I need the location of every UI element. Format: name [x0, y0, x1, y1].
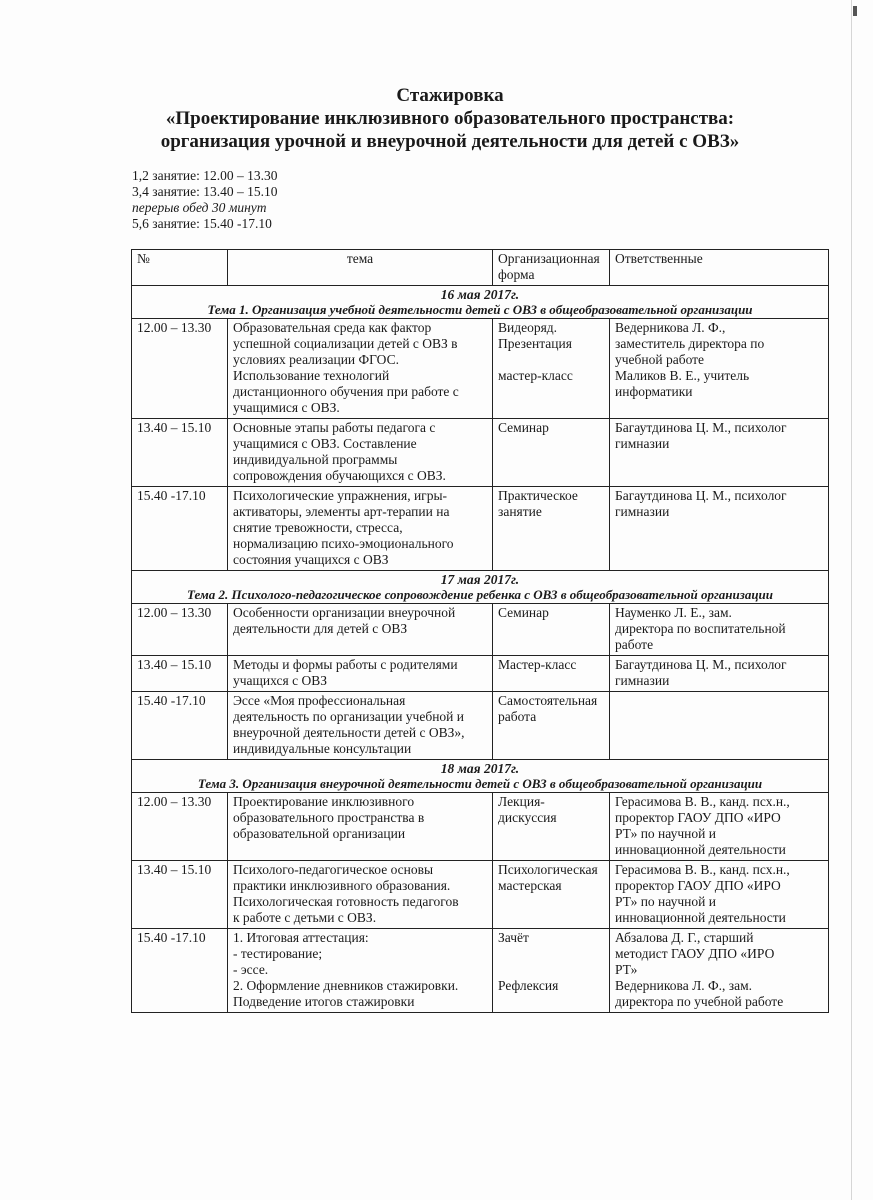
- session-time: 13.40 – 15.10: [132, 861, 228, 929]
- session-topic-line: практики инклюзивного образования.: [233, 878, 451, 893]
- session-topic: [228, 656, 493, 692]
- session-topic-line: - тестирование;: [233, 946, 323, 961]
- table-row: [132, 861, 829, 929]
- session-topic: [228, 793, 493, 861]
- session-responsible-line: методист ГАОУ ДПО «ИРО: [615, 946, 775, 961]
- session-form: [493, 604, 610, 656]
- header-responsible: Ответственные: [610, 250, 829, 286]
- session-responsible-line: Абзалова Д. Г., старший: [615, 930, 754, 945]
- session-form: [493, 861, 610, 929]
- session-responsible: [610, 656, 829, 692]
- session-responsible-line: Багаутдинова Ц. М., психолог: [615, 488, 787, 503]
- session-responsible-line: РТ» по научной и: [615, 826, 716, 841]
- session-form-line: [498, 962, 604, 978]
- session-topic-line: к работе с детьми с ОВЗ.: [233, 910, 377, 925]
- day-date: 16 мая 2017г.: [440, 287, 520, 302]
- session-time: 12.00 – 13.30: [132, 319, 228, 419]
- session-responsible-line: гимназии: [615, 504, 670, 519]
- table-row: [132, 487, 829, 571]
- session-responsible: [610, 419, 829, 487]
- session-responsible-line: Багаутдинова Ц. М., психолог: [615, 657, 787, 672]
- day-header-row: [132, 571, 829, 604]
- title-line-1: Стажировка: [396, 85, 504, 106]
- session-topic-line: Психологическая готовность педагогов: [233, 894, 459, 909]
- session-topic-line: 2. Оформление дневников стажировки.: [233, 978, 459, 993]
- schedule-line-3: перерыв обед 30 минут: [132, 200, 267, 215]
- session-topic-line: учащихся с ОВЗ: [233, 673, 327, 688]
- session-time: 15.40 -17.10: [132, 487, 228, 571]
- day-theme: Тема 1. Организация учебной деятельности детей с ОВЗ в общеобразовательной организации: [207, 302, 753, 317]
- day-theme: Тема 2. Психолого-педагогическое сопровождение ребенка с ОВЗ в общеобразовательной организации: [186, 587, 774, 602]
- session-responsible: [610, 929, 829, 1013]
- session-form-line: занятие: [498, 504, 542, 519]
- session-topic: [228, 861, 493, 929]
- session-responsible-line: Ведерникова Л. Ф.,: [615, 320, 726, 335]
- day-header: [132, 760, 829, 793]
- session-form-line: Семинар: [498, 605, 549, 620]
- session-form: [493, 692, 610, 760]
- table-row: [132, 319, 829, 419]
- session-responsible-line: гимназии: [615, 673, 670, 688]
- session-form-line: Зачёт: [498, 930, 529, 945]
- session-responsible-line: заместитель директора по: [615, 336, 765, 351]
- session-responsible-line: информатики: [615, 384, 693, 399]
- session-form-line: Психологическая: [498, 862, 598, 877]
- day-header: [132, 286, 829, 319]
- session-responsible: [610, 487, 829, 571]
- session-time: 12.00 – 13.30: [132, 793, 228, 861]
- session-form: [493, 656, 610, 692]
- session-topic-line: учащимися с ОВЗ. Составление: [233, 436, 417, 451]
- session-responsible: [610, 692, 829, 760]
- session-responsible-line: инновационной деятельности: [615, 910, 786, 925]
- session-topic-line: внеурочной деятельности детей с ОВЗ»,: [233, 725, 465, 740]
- session-topic-line: условиях реализации ФГОС.: [233, 352, 399, 367]
- session-topic-line: сопровождения обучающихся с ОВЗ.: [233, 468, 446, 483]
- session-responsible-line: гимназии: [615, 436, 670, 451]
- session-form-line: Самостоятельная: [498, 693, 598, 708]
- table-body: [132, 286, 829, 1013]
- session-topic-line: успешной социализации детей с ОВЗ в: [233, 336, 458, 351]
- session-form-line: Мастер-класс: [498, 657, 577, 672]
- session-topic-line: активаторы, элементы арт-терапии на: [233, 504, 450, 519]
- session-topic-line: образовательной организации: [233, 826, 406, 841]
- session-responsible: [610, 604, 829, 656]
- session-topic-line: индивидуальные консультации: [233, 741, 412, 756]
- session-topic-line: снятие тревожности, стресса,: [233, 520, 403, 535]
- session-form-line: Видеоряд.: [498, 320, 558, 335]
- title-line-3: организация урочной и внеурочной деятельности для детей с ОВЗ»: [160, 131, 740, 152]
- title-line-2: «Проектирование инклюзивного образовательного пространства:: [165, 108, 735, 129]
- table-row: [132, 793, 829, 861]
- session-topic: [228, 604, 493, 656]
- session-form: [493, 929, 610, 1013]
- session-topic: [228, 929, 493, 1013]
- session-topic-line: деятельность по организации учебной и: [233, 709, 464, 724]
- session-topic-line: 1. Итоговая аттестация:: [233, 930, 369, 945]
- session-topic-line: Методы и формы работы с родителями: [233, 657, 458, 672]
- day-header-row: [132, 760, 829, 793]
- session-topic-line: дистанционного обучения при работе с: [233, 384, 459, 399]
- session-topic: [228, 419, 493, 487]
- session-topic-line: Основные этапы работы педагога с: [233, 420, 436, 435]
- header-number: №: [132, 250, 228, 286]
- session-topic-line: Психологические упражнения, игры-: [233, 488, 448, 503]
- session-responsible: [610, 793, 829, 861]
- session-responsible-line: Ведерникова Л. Ф., зам.: [615, 978, 753, 993]
- session-responsible: [610, 319, 829, 419]
- table-header-row: [132, 250, 829, 286]
- table-row: [132, 692, 829, 760]
- session-topic-line: состояния учащихся с ОВЗ: [233, 552, 389, 567]
- session-form-line: мастерская: [498, 878, 562, 893]
- program-table: [131, 249, 829, 1013]
- session-form-line: Лекция-: [498, 794, 545, 809]
- day-date: 18 мая 2017г.: [440, 761, 520, 776]
- session-topic-line: Особенности организации внеурочной: [233, 605, 456, 620]
- session-responsible-line: РТ»: [615, 962, 638, 977]
- session-form-line: работа: [498, 709, 537, 724]
- session-form-line: Семинар: [498, 420, 549, 435]
- session-responsible: [610, 861, 829, 929]
- session-form-line: [498, 352, 604, 368]
- session-responsible-line: Маликов В. Е., учитель: [615, 368, 750, 383]
- session-form-line: [498, 946, 604, 962]
- session-responsible-line: учебной работе: [615, 352, 705, 367]
- scan-edge-mark: [853, 6, 857, 16]
- session-time: 12.00 – 13.30: [132, 604, 228, 656]
- session-time: 13.40 – 15.10: [132, 419, 228, 487]
- session-topic-line: Эссе «Моя профессиональная: [233, 693, 406, 708]
- session-form: [493, 487, 610, 571]
- session-form: [493, 419, 610, 487]
- session-topic: [228, 487, 493, 571]
- header-topic: тема: [228, 250, 493, 286]
- session-time: 13.40 – 15.10: [132, 656, 228, 692]
- session-form-line: Практическое: [498, 488, 578, 503]
- table-row: [132, 604, 829, 656]
- session-responsible-line: работе: [615, 637, 654, 652]
- schedule-line-2: 3,4 занятие: 13.40 – 15.10: [132, 184, 278, 199]
- session-responsible-line: инновационной деятельности: [615, 842, 786, 857]
- session-topic: [228, 319, 493, 419]
- session-topic-line: деятельности для детей с ОВЗ: [233, 621, 408, 636]
- document-title: [90, 84, 810, 153]
- session-topic-line: образовательного пространства в: [233, 810, 425, 825]
- session-responsible-line: Герасимова В. В., канд. псх.н.,: [615, 794, 790, 809]
- session-responsible-line: Герасимова В. В., канд. псх.н.,: [615, 862, 790, 877]
- day-header-row: [132, 286, 829, 319]
- session-form-line: мастер-класс: [498, 368, 573, 383]
- session-form: [493, 319, 610, 419]
- session-topic-line: Психолого-педагогическое основы: [233, 862, 434, 877]
- session-time: 15.40 -17.10: [132, 929, 228, 1013]
- schedule-line-4: 5,6 занятие: 15.40 -17.10: [132, 216, 272, 231]
- day-date: 17 мая 2017г.: [440, 572, 520, 587]
- session-responsible-line: директора по учебной работе: [615, 994, 784, 1009]
- session-topic-line: индивидуальной программы: [233, 452, 398, 467]
- session-topic-line: Образовательная среда как фактор: [233, 320, 432, 335]
- session-topic: [228, 692, 493, 760]
- session-responsible-line: Науменко Л. Е., зам.: [615, 605, 732, 620]
- session-time: 15.40 -17.10: [132, 692, 228, 760]
- session-topic-line: Использование технологий: [233, 368, 390, 383]
- table-row: [132, 929, 829, 1013]
- header-form: Организационная форма: [493, 250, 610, 286]
- session-topic-line: учащимися с ОВЗ.: [233, 400, 340, 415]
- scan-edge-line: [851, 0, 852, 1200]
- day-header: [132, 571, 829, 604]
- session-topic-line: нормализацию психо-эмоционального: [233, 536, 454, 551]
- session-form-line: Презентация: [498, 336, 572, 351]
- table-row: [132, 419, 829, 487]
- session-responsible-line: проректор ГАОУ ДПО «ИРО: [615, 878, 781, 893]
- session-topic-line: - эссе.: [233, 962, 269, 977]
- session-responsible-line: РТ» по научной и: [615, 894, 716, 909]
- session-topic-line: Подведение итогов стажировки: [233, 994, 415, 1009]
- session-responsible-line: Багаутдинова Ц. М., психолог: [615, 420, 787, 435]
- session-responsible-line: проректор ГАОУ ДПО «ИРО: [615, 810, 781, 825]
- schedule-line-1: 1,2 занятие: 12.00 – 13.30: [132, 168, 278, 183]
- day-theme: Тема 3. Организация внеурочной деятельности детей с ОВЗ в общеобразовательной организации: [197, 776, 763, 791]
- session-form-line: Рефлексия: [498, 978, 559, 993]
- session-schedule: [132, 168, 278, 232]
- session-form-line: дискуссия: [498, 810, 557, 825]
- session-topic-line: Проектирование инклюзивного: [233, 794, 415, 809]
- table-row: [132, 656, 829, 692]
- session-form: [493, 793, 610, 861]
- session-responsible-line: директора по воспитательной: [615, 621, 786, 636]
